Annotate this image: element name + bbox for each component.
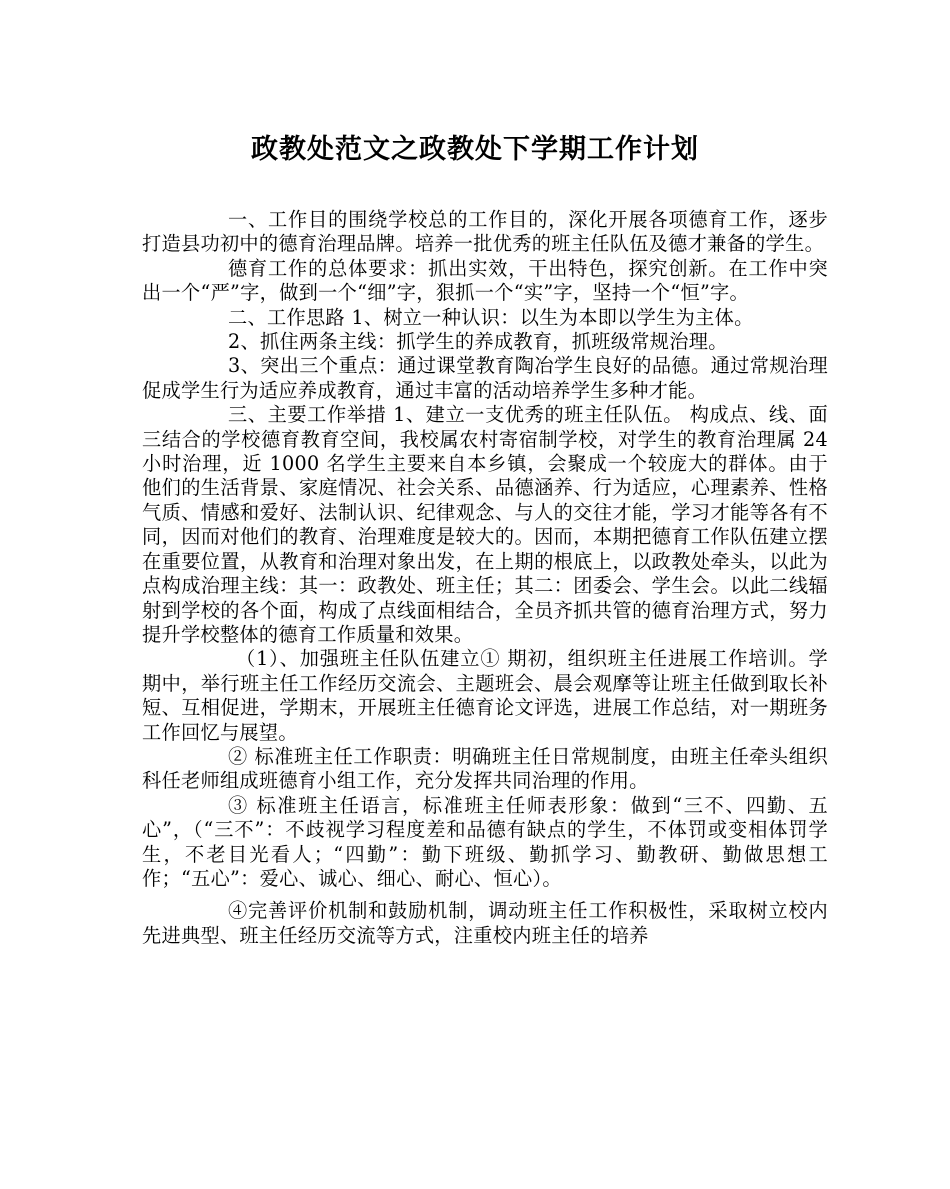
- document-body: [142, 208, 828, 948]
- paragraph-overall-requirements: 德育工作的总体要求：抓出实效，干出特色，探究创新。在工作中突出一个“严”字，做到一个“细”字，狠抓一个“实”字，坚持一个“恒”字。: [142, 256, 828, 305]
- paragraph-two-main-lines: 2、抓住两条主线：抓学生的养成教育，抓班级常规治理。: [228, 330, 728, 354]
- paragraph-main-measures: 三、主要工作举措 1、建立一支优秀的班主任队伍。 构成点、线、面三结合的学校德育教育空间，我校属农村寄宿制学校，对学生的教育治理属 24 小时治理，近 1000 名学生主要来自本乡镇，会聚成一个较庞大的群体。由于他们的生活背景、家庭情况、社会关系、品德涵养、行为适应，心理素养、性格气质、情感和爱好、法制认识、纪律观念、与人的交往才能，学习才能等各有不同，因而对他们的教育、治理难度是较大的。因而，本期把德育工作队伍建立摆在重要位置，从教育和治理对象出发，在上期的根底上，以政教处牵头，以此为点构成治理主线：其一：政教处、班主任；其二：团委会、学生会。以此二线辐射到学校的各个面，构成了点线面相结合，全员齐抓共管的德育治理方式，努力提升学校整体的德育工作质量和效果。: [142, 403, 829, 646]
- paragraph-work-approach: 二、工作思路 1、树立一种认识：以生为本即以学生为主体。: [228, 305, 754, 329]
- paragraph-teacher-conduct: ③ 标准班主任语言，标准班主任师表形象：做到“三不、四勤、五心”，（“三不”：不歧视学习程度差和品德有缺点的学生，不体罚或变相体罚学生，不老目光看人；“四勤”：勤下班级、勤抓学习、勤教研、勤做思想工作；“五心”：爱心、诚心、细心、耐心、恒心）。: [142, 793, 828, 890]
- paragraph-evaluation-mechanism: ④完善评价机制和鼓励机制，调动班主任工作积极性，采取树立校内先进典型、班主任经历交流等方式，注重校内班主任的培养: [142, 899, 828, 947]
- document-title: 政教处范文之政教处下学期工作计划: [251, 134, 699, 165]
- paragraph-work-goal: 一、工作目的围绕学校总的工作目的，深化开展各项德育工作，逐步打造县功初中的德育治理品牌。培养一批优秀的班主任队伍及德才兼备的学生。: [142, 208, 828, 256]
- paragraph-three-key-points: 3、突出三个重点：通过课堂教育陶冶学生良好的品德。通过常规治理促成学生行为适应养成教育，通过丰富的活动培养学生多种才能。: [142, 354, 828, 402]
- paragraph-teacher-team-building: （1）、加强班主任队伍建立① 期初，组织班主任进展工作培训。学期中，举行班主任工作经历交流会、主题班会、晨会观摩等让班主任做到取长补短、互相促进，学期末，开展班主任德育论文评选，进展工作总结，对一期班务工作回忆与展望。: [142, 647, 828, 744]
- paragraph-teacher-duties: ② 标准班主任工作职责：明确班主任日常规制度，由班主任牵头组织科任老师组成班德育小组工作，充分发挥共同治理的作用。: [142, 744, 828, 793]
